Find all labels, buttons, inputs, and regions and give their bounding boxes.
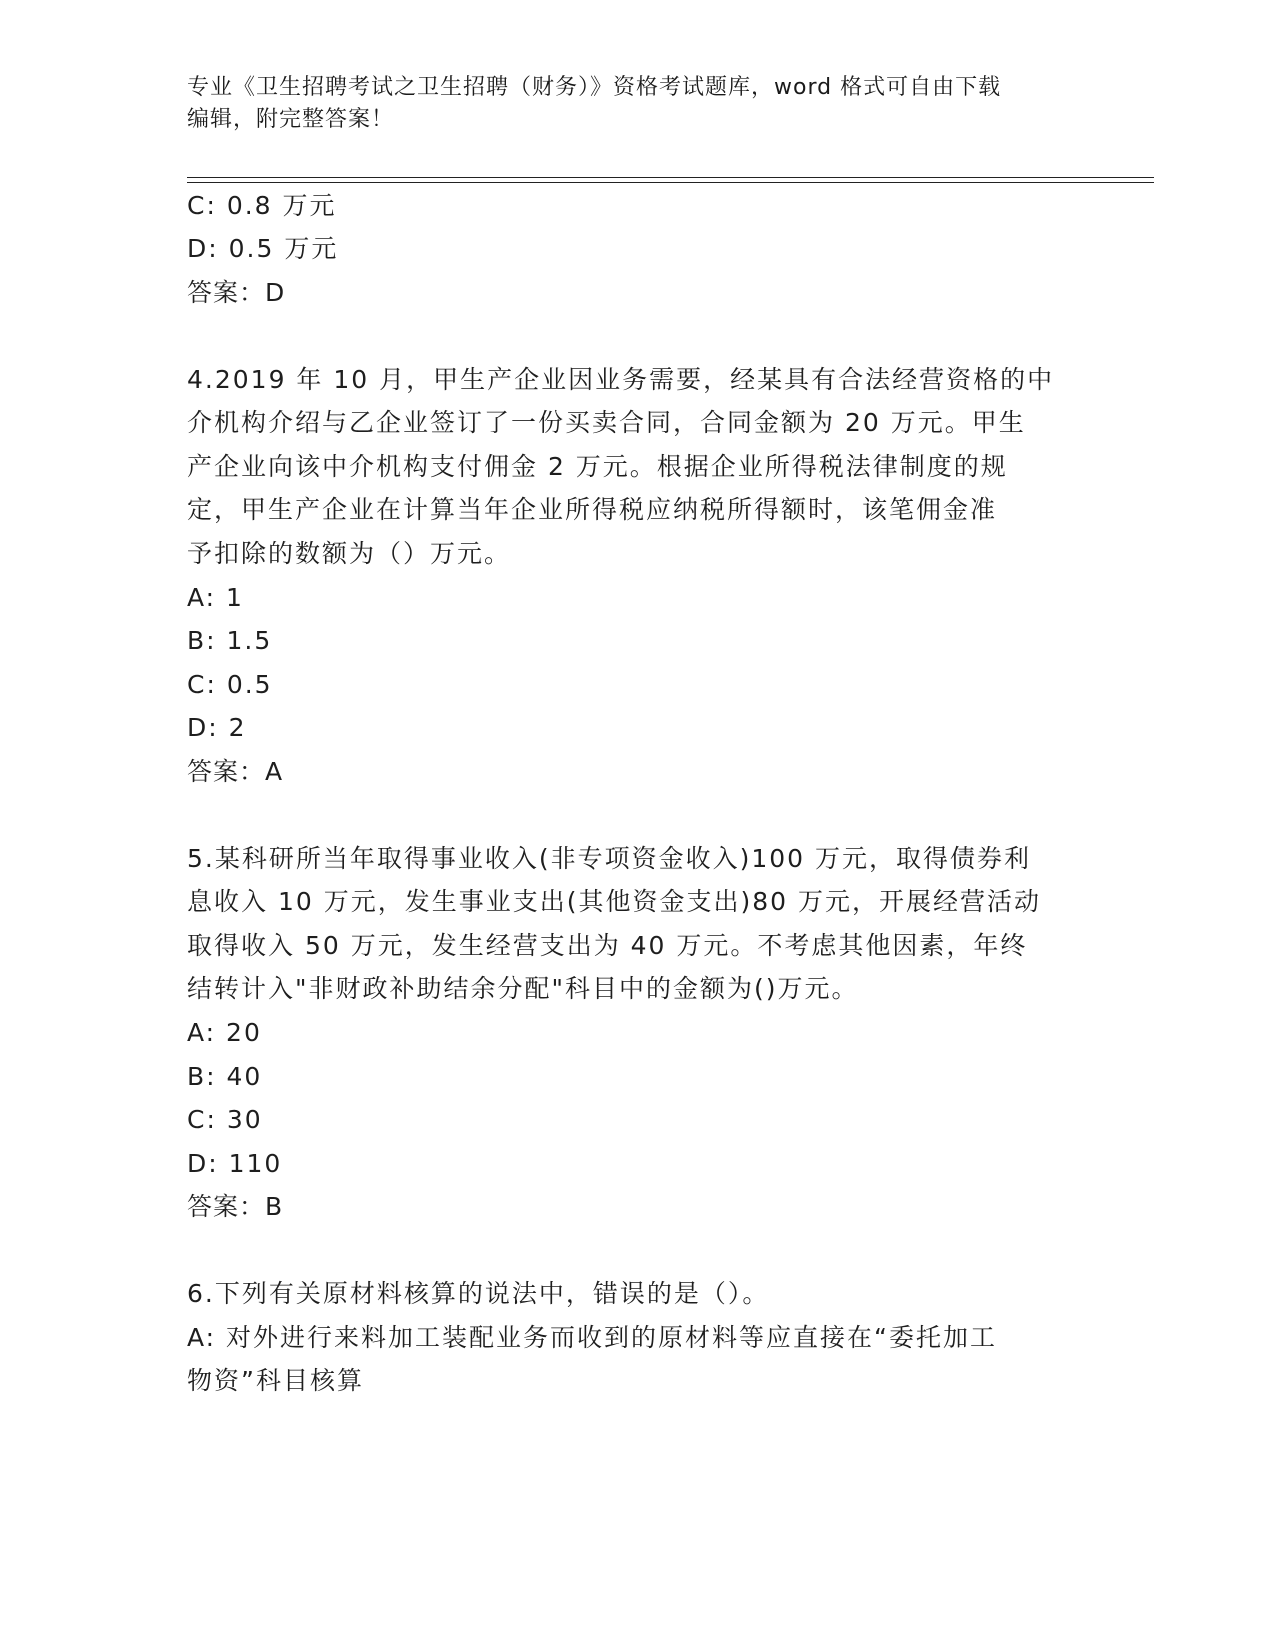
question-4-line-1: 4.2019 年 10 月，甲生产企业因业务需要，经某具有合法经营资格的中 [187,365,1055,394]
question-5-line-4: 结转计入"非财政补助结余分配"科目中的金额为()万元。 [187,974,859,1003]
option-c: C: 0.8 万元 [187,191,337,220]
answer-line: 答案：D [187,278,286,307]
question-4-line-5: 予扣除的数额为（）万元。 [187,539,512,568]
question-5-answer: 答案：B [187,1192,284,1221]
question-6-line-1: 6.下列有关原材料核算的说法中，错误的是（）。 [187,1279,770,1308]
question-5-line-3: 取得收入 50 万元，发生经营支出为 40 万元。不考虑其他因素，年终 [187,931,1028,960]
question-5-option-d: D: 110 [187,1149,283,1178]
header-rule-top [187,177,1154,178]
question-4-option-c: C: 0.5 [187,670,273,699]
question-4-line-2: 介机构介绍与乙企业签订了一份买卖合同，合同金额为 20 万元。甲生 [187,408,1026,437]
header-rule-bottom [187,182,1154,183]
question-5-option-c: C: 30 [187,1105,263,1134]
header-line-2: 编辑，附完整答案！ [187,107,395,132]
header-line-1: 专业《卫生招聘考试之卫生招聘（财务）》资格考试题库，word 格式可自由下载 [187,75,1002,100]
question-5-line-2: 息收入 10 万元，发生事业支出(其他资金支出)80 万元，开展经营活动 [187,887,1041,916]
question-4-answer: 答案：A [187,757,284,786]
question-4-line-3: 产企业向该中介机构支付佣金 2 万元。根据企业所得税法律制度的规 [187,452,1008,481]
question-5-line-1: 5.某科研所当年取得事业收入(非专项资金收入)100 万元，取得债券利 [187,844,1032,873]
question-5-option-b: B: 40 [187,1062,263,1091]
question-4-option-d: D: 2 [187,713,247,742]
document-header [187,72,1087,136]
question-6-option-a-line-1: A: 对外进行来料加工装配业务而收到的原材料等应直接在“委托加工 [187,1323,997,1352]
question-4-line-4: 定，甲生产企业在计算当年企业所得税应纳税所得额时，该笔佣金准 [187,495,998,524]
question-6-option-a-line-2: 物资”科目核算 [187,1366,364,1395]
question-4-option-a: A: 1 [187,583,244,612]
option-d: D: 0.5 万元 [187,234,339,263]
question-5-option-a: A: 20 [187,1018,262,1047]
question-4-option-b: B: 1.5 [187,626,273,655]
